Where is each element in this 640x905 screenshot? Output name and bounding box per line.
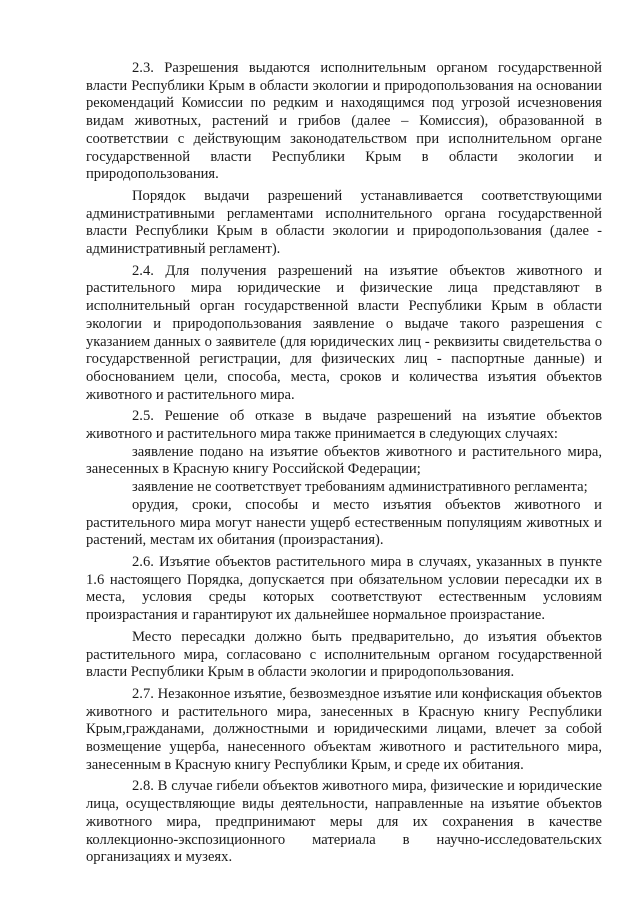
paragraph-2-3: 2.3. Разрешения выдаются исполнительным органом государственной власти Республики Крым в области экологии и природопользования на основании рекомендаций Комиссии по редким и находящимся под угрозой исчезновения видам животных, растений и грибов (далее – Комиссия), образованной в соответствии с действующим законодательством при исполнительном органе государственной власти Республики Крым в области экологии и природопользования. — [86, 60, 602, 183]
paragraph-2-4: 2.4. Для получения разрешений на изъятие объектов животного и растительного мира юридические и физические лица представляют в исполнительный орган государственной власти Республики Крым в области экологии и природопользования заявление о выдаче такого разрешения с указанием данных о заявителе (для юридических лиц - реквизиты свидетельства о государственной регистрации, для физических лиц - паспортные данные) и обоснованием цели, способа, места, сроков и количества изъятия объектов животного и растительного мира. — [86, 262, 602, 403]
list-item-regulation: заявление не соответствует требованиям административного регламента; — [132, 479, 588, 496]
paragraph-replanting-place: Место пересадки должно быть предварительно, до изъятия объектов растительного мира, согласовано с исполнительным органом государственной власти Республики Крым в области экологии и природопользования. — [86, 628, 602, 681]
document-body — [86, 60, 602, 867]
list-item-red-book: заявление подано на изъятие объектов животного и растительного мира, занесенных в Красную книгу Российской Федерации; — [86, 443, 602, 478]
paragraph-2-5: 2.5. Решение об отказе в выдаче разрешений на изъятие объектов животного и растительного мира также принимается в следующих случаях: — [86, 408, 602, 443]
paragraph-2-8: 2.8. В случае гибели объектов животного мира, физические и юридические лица, осуществляющие виды деятельности, направленные на изъятие объектов животного мира, предпринимают меры для их сохранения в качестве коллекционно-экспозиционного материала в научно-исследовательских организациях и музеях. — [86, 778, 602, 866]
paragraph-2-6: 2.6. Изъятие объектов растительного мира в случаях, указанных в пункте 1.6 настоящего Порядка, допускается при обязательном условии пересадки их в места, условия среды которых соответствуют естественным условиям произрастания и гарантируют их дальнейшее нормальное произрастание. — [86, 553, 602, 624]
paragraph-procedure: Порядок выдачи разрешений устанавливается соответствующими административными регламентами исполнительного органа государственной власти Республики Крым в области экологии и природопользования (далее - административный регламент). — [86, 187, 602, 258]
list-item-tools: орудия, сроки, способы и место изъятия объектов животного и растительного мира могут нанести ущерб естественным популяциям животных и растений, местам их обитания (произрастания). — [86, 496, 602, 549]
paragraph-2-7: 2.7. Незаконное изъятие, безвозмездное изъятие или конфискация объектов животного и растительного мира, занесенных в Красную книгу Республики Крым,гражданами, должностными и юридическими лицами, влечет за собой возмещение ущерба, нанесенного объектам животного и растительного мира, занесенным в Красную книгу Республики Крым, и среде их обитания. — [86, 685, 602, 773]
